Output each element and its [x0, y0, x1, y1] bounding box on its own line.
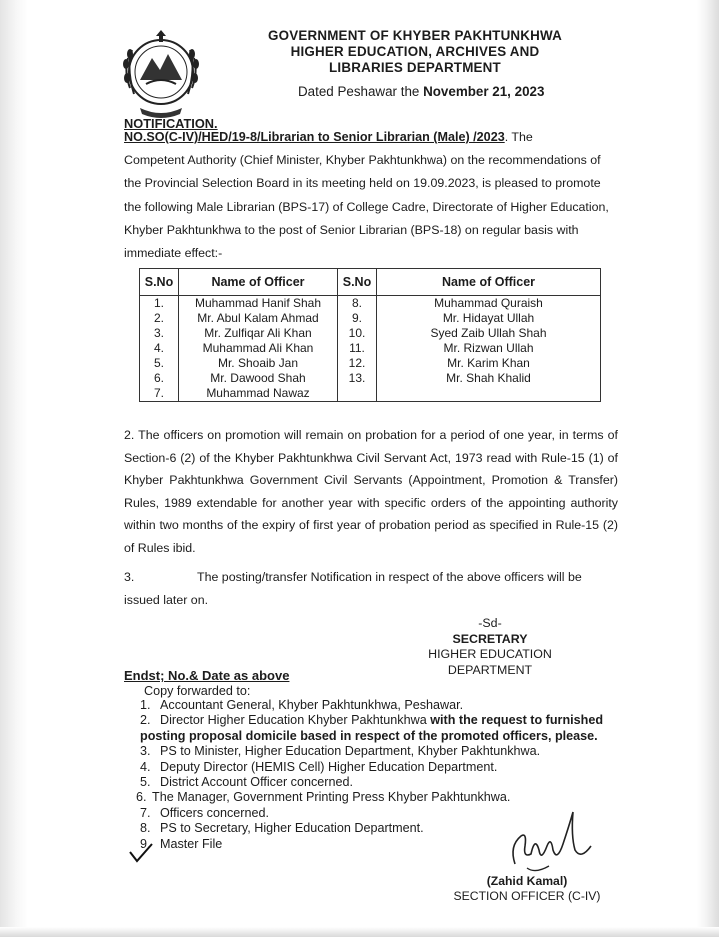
item-number: 1.	[140, 698, 151, 712]
probation-paragraph: 2. The officers on promotion will remain on probation for a period of one year, in terms of Section-6 (2) of the Khyber Pakhtunkhwa Civil Servant Act, 1973 read with Rule-15 (1) of Khyber Pakhtunkhwa Government Civil Servants (Appointment, Promotion & Transfer) Rules, 1989 extendable for another year with specific orders of the appointing authority within two months of the expiry of first year of probation period as specified in Rule-15 (2) of Rules ibid.	[124, 428, 618, 555]
posting-paragraph	[124, 566, 618, 612]
notification-number: NO.SO(C-IV)/HED/19-8/Librarian to Senior Librarian (Male) /2023	[124, 130, 505, 144]
table-row	[140, 326, 601, 341]
sno-cell: 12.	[338, 356, 377, 371]
officer-name-cell: Muhammad Hanif Shah	[179, 296, 338, 312]
notification-title: NOTIFICATION.	[124, 116, 218, 131]
officer-name: (Zahid Kamal)	[486, 874, 568, 888]
sno-cell	[338, 386, 377, 402]
sno-cell: 11.	[338, 341, 377, 356]
para1-line-3: the following Male Librarian (BPS-17) of College Cadre, Directorate of Higher Education,	[124, 199, 609, 214]
item-number: 2.	[140, 713, 151, 728]
officer-name-cell: Syed Zaib Ullah Shah	[377, 326, 601, 341]
item-text: Officers concerned.	[160, 805, 269, 820]
copy-forwarded: Copy forwarded to:	[144, 684, 251, 698]
list-item	[136, 790, 630, 805]
item-text: The Manager, Government Printing Press Khyber Pakhtunkhwa.	[152, 790, 511, 805]
sno-cell: 1.	[140, 296, 179, 312]
officer-name-cell: Muhammad Quraish	[377, 296, 601, 312]
table-header-row	[140, 269, 601, 296]
list-item	[140, 744, 630, 759]
item-text: Accountant General, Khyber Pakhtunkhwa, Peshawar.	[160, 698, 464, 712]
dated-date: November 21, 2023	[423, 84, 545, 99]
item-number: 3.	[140, 744, 151, 759]
endorsement-title: Endst; No.& Date as above	[124, 668, 290, 683]
table-row	[140, 356, 601, 371]
para3-text: The posting/transfer Notification in respect of the above officers will be	[197, 570, 582, 584]
header-sno-left: S.No	[140, 269, 179, 296]
section-officer-block	[452, 874, 602, 904]
officer-name-cell: Mr. Zulfiqar Ali Khan	[179, 326, 338, 341]
para1-line-0: The	[511, 130, 533, 144]
list-item	[140, 698, 630, 713]
para1-line-1: Competent Authority (Chief Minister, Khyber Pakhtunkhwa) on the recommendations of	[124, 153, 601, 167]
header-name-left: Name of Officer	[179, 269, 338, 296]
page-edge-right	[697, 0, 719, 937]
officer-name-cell: Mr. Hidayat Ullah	[377, 311, 601, 326]
officer-name-cell: Muhammad Ali Khan	[179, 341, 338, 356]
sno-cell: 8.	[338, 296, 377, 312]
officer-designation: SECTION OFFICER (C-IV)	[453, 889, 601, 903]
officer-name-cell: Mr. Shoaib Jan	[179, 356, 338, 371]
officer-name-cell: Mr. Dawood Shah	[179, 371, 338, 386]
header-name-right: Name of Officer	[377, 269, 601, 296]
signatory-title: SECRETARY	[452, 631, 528, 646]
notification-paragraph-1: NO.SO(C-IV)/HED/19-8/Librarian to Senior Librarian (Male) /2023. The Competent Authority (Chief Minister, Khyber Pakhtunkhwa) on the recommendations of the Provincial Selection Board in its meeting held on 19.09.2023, is pleased to promote the following Male Librarian (BPS-17) of College Cadre, Directorate of Higher Education, Khyber Pakhtunkhwa to the post of Senior Librarian (BPS-18) on regular basis with immediate effect:-	[124, 126, 620, 265]
item-text: Master File	[160, 836, 223, 851]
para1-line-2: the Provincial Selection Board in its meeting held on 19.09.2023, is pleased to promote	[124, 176, 601, 191]
signatory-department: HIGHER EDUCATION DEPARTMENT	[428, 647, 552, 677]
sno-cell: 9.	[338, 311, 377, 326]
para1-line-5: immediate effect:-	[124, 246, 223, 261]
item-bold-text: with the request to furnished posting proposal domicile based in respect of the promoted officers, please.	[140, 713, 604, 743]
department-header	[250, 28, 580, 76]
header-sno-right: S.No	[338, 269, 377, 296]
officer-name-cell: Mr. Karim Khan	[377, 356, 601, 371]
officer-name-cell: Mr. Rizwan Ullah	[377, 341, 601, 356]
officer-name-cell: Mr. Abul Kalam Ahmad	[179, 311, 338, 326]
header-line-2: HIGHER EDUCATION, ARCHIVES AND	[290, 44, 540, 59]
dated-line	[298, 84, 544, 99]
list-item	[140, 713, 630, 744]
table-row	[140, 341, 601, 356]
officers-table	[139, 268, 601, 402]
para3-continuation: issued later on.	[124, 593, 209, 607]
item-number: 9.	[140, 836, 151, 851]
item-text: PS to Secretary, Higher Education Department.	[160, 821, 424, 836]
government-emblem-icon	[118, 28, 204, 124]
list-item	[140, 760, 630, 775]
signed-mark: -Sd-	[478, 616, 502, 630]
header-line-1: GOVERNMENT OF KHYBER PAKHTUNKHWA	[267, 28, 563, 43]
table-row	[140, 386, 601, 402]
sno-cell: 5.	[140, 356, 179, 371]
dated-prefix: Dated Peshawar the	[298, 84, 420, 99]
para3-number: 3.	[124, 570, 135, 584]
page-edge-left	[0, 0, 28, 937]
header-line-3: LIBRARIES DEPARTMENT	[329, 60, 501, 75]
item-number: 7.	[140, 805, 151, 820]
item-number: 6.	[136, 790, 147, 805]
item-number: 8.	[140, 821, 151, 836]
item-text: Deputy Director (HEMIS Cell) Higher Education Department.	[160, 759, 498, 774]
table-row	[140, 371, 601, 386]
sno-cell: 10.	[338, 326, 377, 341]
sno-cell: 6.	[140, 371, 179, 386]
item-number: 5.	[140, 775, 151, 790]
sno-cell: 7.	[140, 386, 179, 402]
sno-cell: 13.	[338, 371, 377, 386]
sno-cell: 3.	[140, 326, 179, 341]
table-row	[140, 296, 601, 312]
sno-cell: 2.	[140, 311, 179, 326]
item-text: PS to Minister, Higher Education Department, Khyber Pakhtunkhwa.	[160, 744, 541, 759]
page-edge-bottom	[0, 927, 719, 937]
item-text: District Account Officer concerned.	[160, 775, 353, 790]
secretary-signatory	[390, 616, 590, 678]
officer-name-cell: Mr. Shah Khalid	[377, 371, 601, 386]
item-text: Director Higher Education Khyber Pakhtunkhwa	[160, 713, 427, 728]
table-row	[140, 311, 601, 326]
list-item	[140, 775, 630, 790]
officer-name-cell: Muhammad Nawaz	[179, 386, 338, 402]
para1-line-4: Khyber Pakhtunkhwa to the post of Senior Librarian (BPS-18) on regular basis with	[124, 222, 579, 237]
item-number: 4.	[140, 759, 151, 774]
officer-name-cell	[377, 386, 601, 402]
sno-cell: 4.	[140, 341, 179, 356]
checkmark-icon	[128, 842, 154, 864]
